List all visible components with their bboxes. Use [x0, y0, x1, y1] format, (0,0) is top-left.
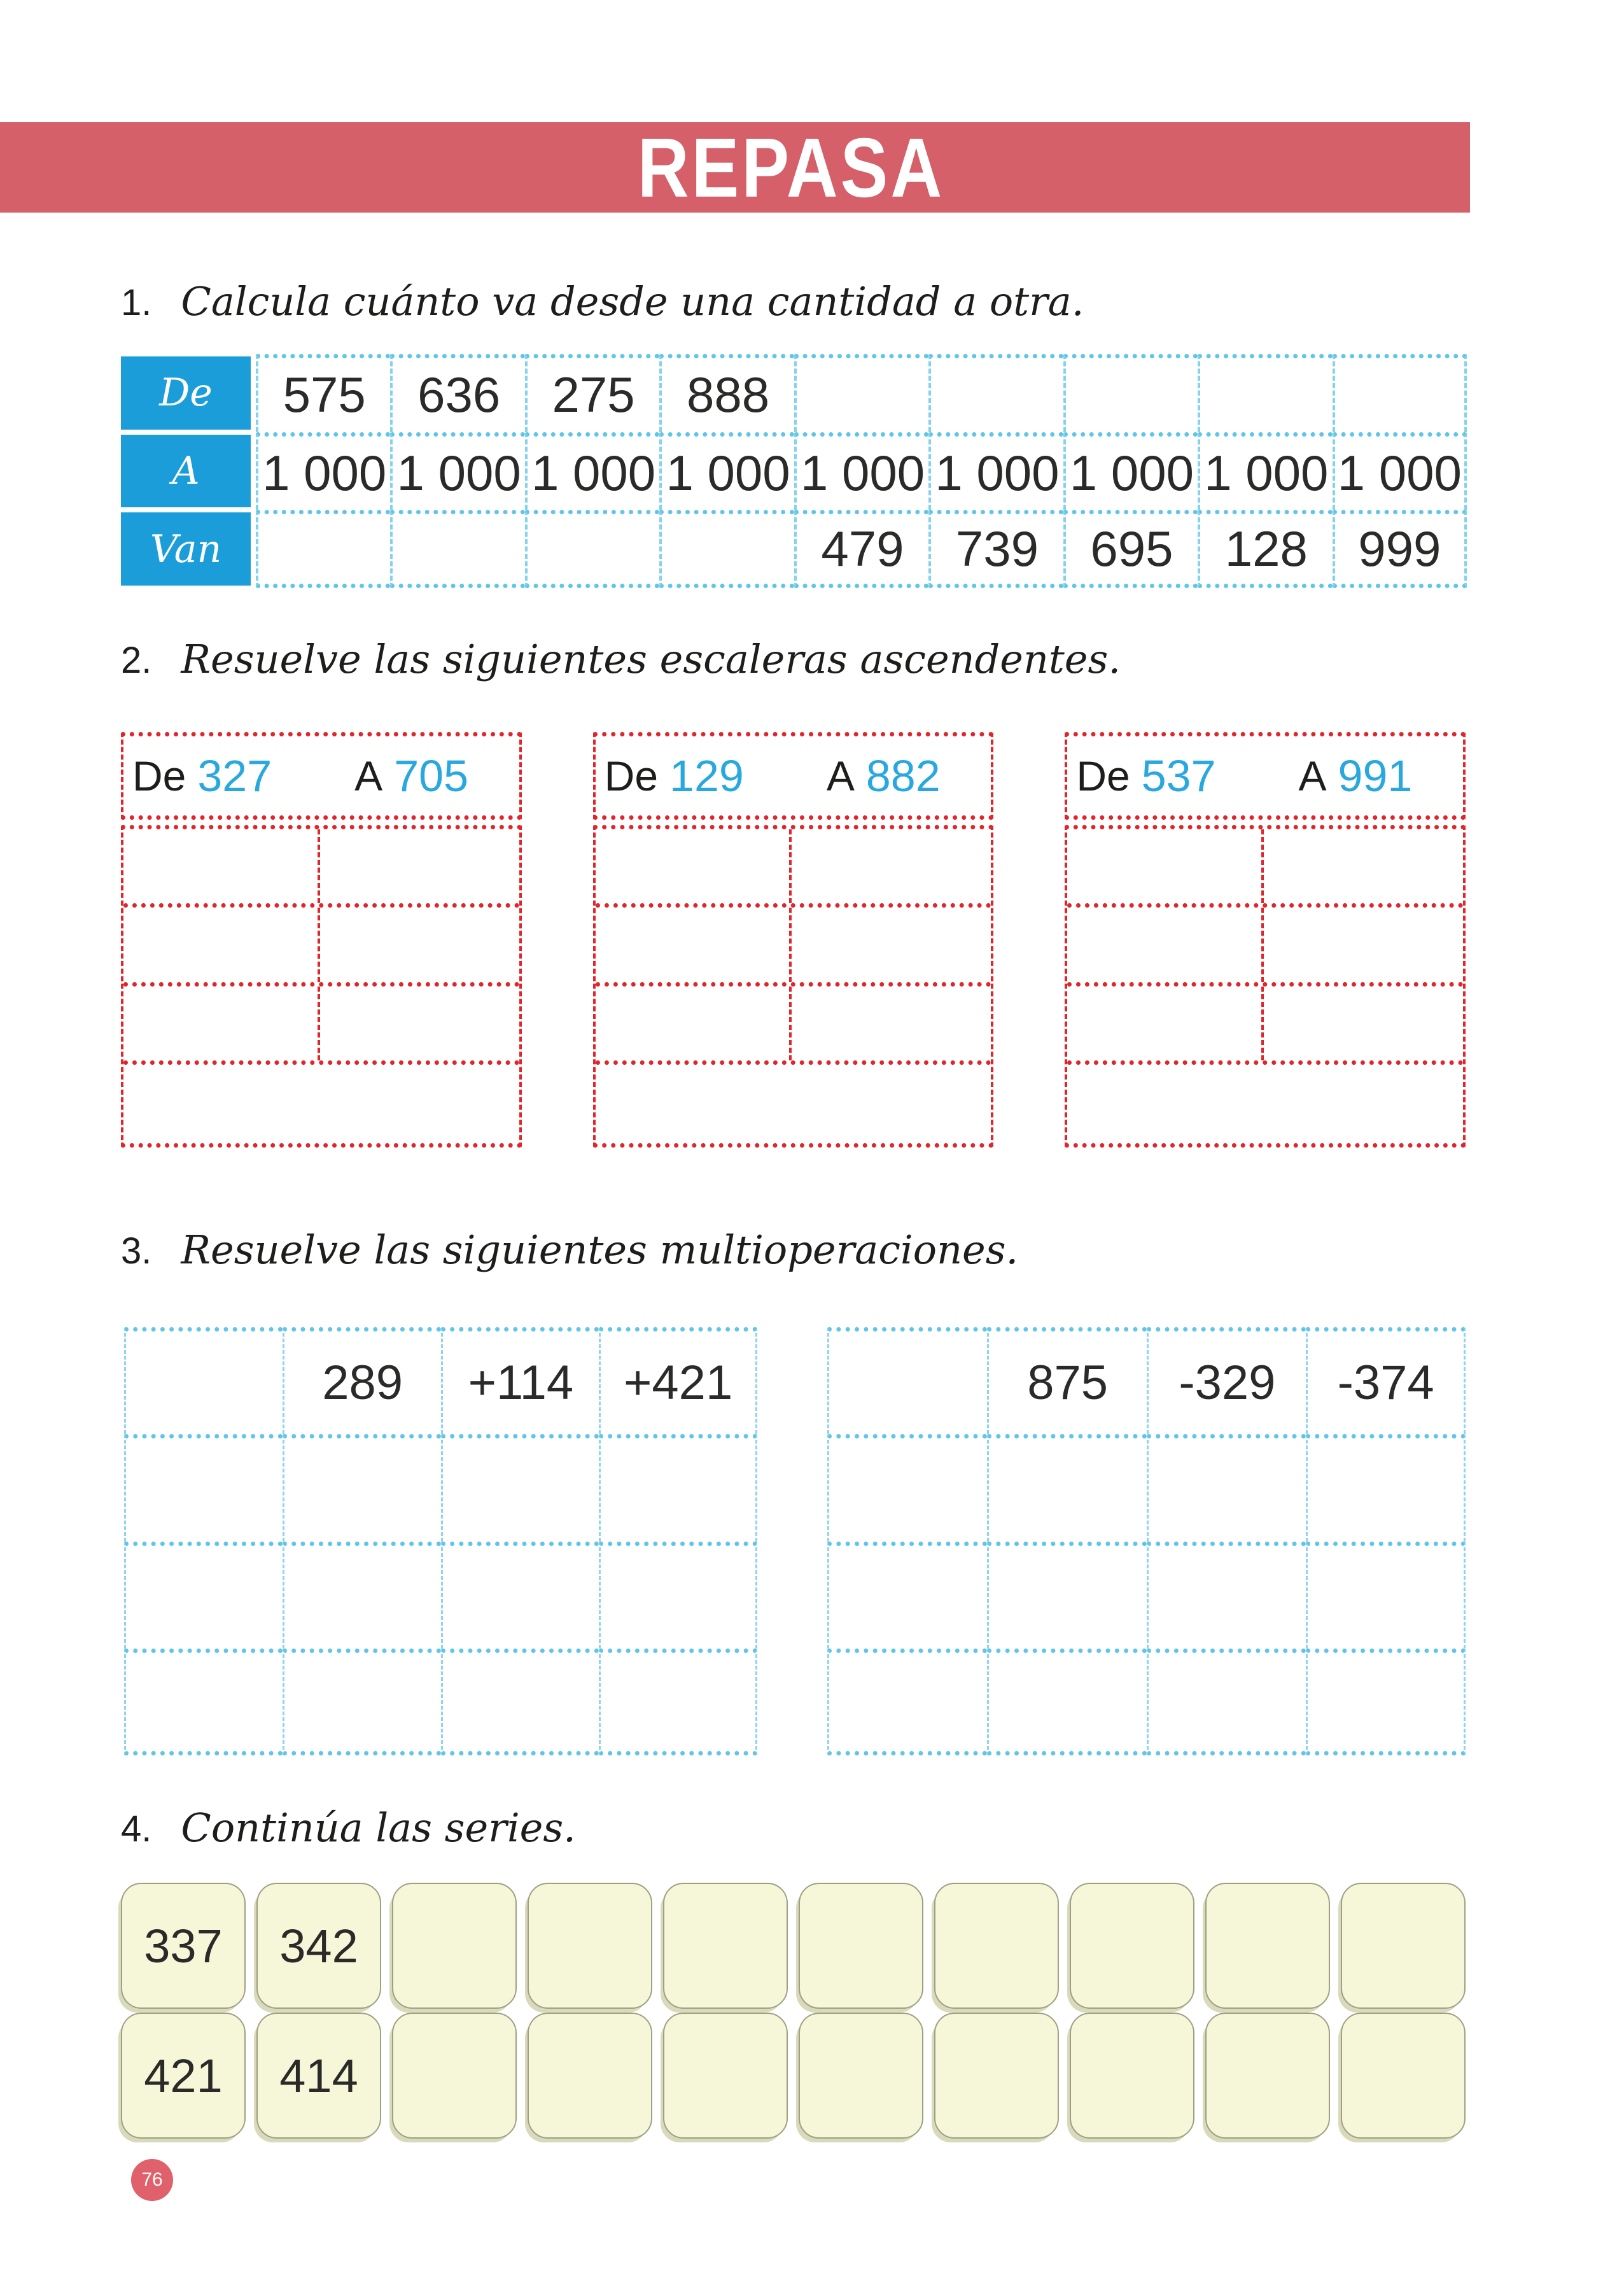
- table-cell: [441, 1649, 599, 1755]
- multioperation-table-2: [827, 1327, 1466, 1755]
- escalera-header: [593, 732, 994, 820]
- table-cell: 1 000: [794, 432, 928, 510]
- series-card: [1205, 1883, 1330, 2009]
- divider: [318, 987, 320, 1060]
- series-card: [663, 2013, 788, 2139]
- divider: [789, 908, 792, 981]
- table-cell: -374: [1306, 1327, 1466, 1434]
- escaleras-row: [121, 732, 1466, 1148]
- series-card: [934, 2013, 1059, 2139]
- series-card: [1070, 1883, 1194, 2009]
- table-cell: [1306, 1542, 1466, 1649]
- table-cell: 999: [1333, 510, 1467, 588]
- table-cell: +114: [441, 1327, 599, 1434]
- series-card: [392, 2013, 517, 2139]
- page-number: 76: [141, 2169, 163, 2190]
- de-label: De: [604, 752, 659, 799]
- table-cell: [256, 510, 390, 588]
- table-cell: [599, 1434, 757, 1541]
- escalera-header: [121, 732, 522, 820]
- page-banner: [0, 122, 1470, 213]
- table-cell: [928, 354, 1063, 432]
- exercise4-number: 4.: [121, 1808, 152, 1850]
- answer-row: [596, 987, 991, 1065]
- a-label: A: [826, 752, 855, 799]
- series-card: 421: [121, 2013, 246, 2139]
- answer-row: [123, 1065, 519, 1143]
- table-cell: 1 000: [256, 432, 390, 510]
- escalera-grid: [593, 825, 994, 1148]
- exercise3-title: Resuelve las siguientes multioperaciones.: [181, 1227, 1019, 1273]
- table-cell: [124, 1649, 283, 1755]
- divider: [789, 829, 792, 903]
- escalera-box-2: [593, 732, 994, 1148]
- table-cell: [599, 1649, 757, 1755]
- table-cell: [1147, 1434, 1306, 1541]
- table-cell: [1333, 354, 1467, 432]
- answer-row: [123, 987, 519, 1065]
- exercise4-title: Continúa las series.: [181, 1804, 576, 1851]
- exercise1-number: 1.: [121, 282, 152, 323]
- table-cell: [1306, 1434, 1466, 1541]
- table-cell: [283, 1649, 441, 1755]
- answer-row: [1067, 987, 1463, 1065]
- series-row-2: [121, 2013, 1466, 2139]
- to-value: 991: [1338, 751, 1413, 801]
- to-value: 882: [865, 751, 941, 801]
- page-banner-title: REPASA: [637, 120, 945, 214]
- multioperation-table-1: [124, 1327, 757, 1755]
- exercise2-number: 2.: [121, 640, 152, 681]
- table-cell: [1147, 1649, 1306, 1755]
- table-cell: 1 000: [1198, 432, 1332, 510]
- exercise1-table: [121, 354, 1467, 588]
- table-cell: 289: [283, 1327, 441, 1434]
- table-cell: [124, 1327, 283, 1434]
- table-cell: [441, 1434, 599, 1541]
- table-cell: [827, 1542, 987, 1649]
- a-label: A: [1298, 752, 1327, 799]
- series-card: 414: [256, 2013, 381, 2139]
- table-cell: 1 000: [525, 432, 659, 510]
- table-cell: [659, 510, 794, 588]
- a-label: A: [354, 752, 383, 799]
- series-card: 342: [256, 1883, 381, 2009]
- series-card: [799, 2013, 923, 2139]
- series-card: [1070, 2013, 1194, 2139]
- table-cell: [441, 1542, 599, 1649]
- table-cell: [794, 354, 928, 432]
- exercise2-title: Resuelve las siguientes escaleras ascendentes.: [181, 636, 1121, 682]
- series-row-1: [121, 1883, 1466, 2009]
- divider: [1261, 829, 1264, 903]
- answer-row: [123, 829, 519, 908]
- table-cell: [1306, 1649, 1466, 1755]
- series-card: [799, 1883, 923, 2009]
- table-cell: 695: [1063, 510, 1198, 588]
- divider: [789, 987, 792, 1060]
- table-cell: 128: [1198, 510, 1332, 588]
- series-card: [1341, 1883, 1466, 2009]
- table-cell: [283, 1542, 441, 1649]
- divider: [318, 829, 320, 903]
- table-cell: 888: [659, 354, 794, 432]
- table-cell: 1 000: [390, 432, 524, 510]
- exercise3-heading: [121, 1227, 1018, 1273]
- answer-row: [596, 908, 991, 986]
- table-cell: 275: [525, 354, 659, 432]
- table-cell: [283, 1434, 441, 1541]
- table-cell: 479: [794, 510, 928, 588]
- escalera-header: [1065, 732, 1466, 820]
- table-cell: [599, 1542, 757, 1649]
- exercise4-heading: [121, 1805, 576, 1851]
- from-value: 537: [1141, 751, 1216, 801]
- from-value: 129: [669, 751, 744, 801]
- table-cell: 739: [928, 510, 1063, 588]
- divider: [318, 908, 320, 981]
- series-card: [663, 1883, 788, 2009]
- exercise3-number: 3.: [121, 1230, 152, 1272]
- answer-row: [1067, 1065, 1463, 1143]
- table-cell: 1 000: [659, 432, 794, 510]
- de-label: De: [1076, 752, 1130, 799]
- table-cell: [1198, 354, 1332, 432]
- table-cell: [390, 510, 524, 588]
- exercise2-heading: [121, 636, 1121, 682]
- table-cell: [987, 1542, 1147, 1649]
- table-cell: 1 000: [1063, 432, 1198, 510]
- table-cell: [124, 1542, 283, 1649]
- table-cell: [827, 1649, 987, 1755]
- table-cell: 575: [256, 354, 390, 432]
- table-cell: [124, 1434, 283, 1541]
- de-label: De: [132, 752, 186, 799]
- table-cell: +421: [599, 1327, 757, 1434]
- escalera-box-1: [121, 732, 522, 1148]
- table-cell: [1147, 1542, 1306, 1649]
- series-card: [392, 1883, 517, 2009]
- row-label-a: A: [121, 435, 251, 508]
- divider: [1261, 908, 1264, 981]
- answer-row: [1067, 908, 1463, 986]
- answer-row: [596, 829, 991, 908]
- series-card: 337: [121, 1883, 246, 2009]
- row-label-van: Van: [121, 512, 251, 586]
- table-cell: [987, 1649, 1147, 1755]
- table-cell: [525, 510, 659, 588]
- series-card: [528, 1883, 652, 2009]
- table-cell: [827, 1434, 987, 1541]
- answer-row: [1067, 829, 1463, 908]
- exercise1-heading: [121, 279, 1084, 325]
- escalera-grid: [1065, 825, 1466, 1148]
- table-cell: [1063, 354, 1198, 432]
- page-number-badge: [131, 2159, 173, 2201]
- series-card: [1205, 2013, 1330, 2139]
- table-cell: 1 000: [1333, 432, 1467, 510]
- to-value: 705: [394, 751, 468, 801]
- table-cell: 875: [987, 1327, 1147, 1434]
- series-card: [934, 1883, 1059, 2009]
- escalera-grid: [121, 825, 522, 1148]
- series-card: [1341, 2013, 1466, 2139]
- table-cell: -329: [1147, 1327, 1306, 1434]
- table-cell: 636: [390, 354, 524, 432]
- table-cell: [987, 1434, 1147, 1541]
- answer-row: [596, 1065, 991, 1143]
- series-card: [528, 2013, 652, 2139]
- answer-row: [123, 908, 519, 986]
- row-label-de: De: [121, 356, 251, 430]
- exercise1-title: Calcula cuánto va desde una cantidad a otra.: [181, 278, 1084, 325]
- table-cell: 1 000: [928, 432, 1063, 510]
- escalera-box-3: [1065, 732, 1466, 1148]
- from-value: 327: [197, 751, 272, 801]
- divider: [1261, 987, 1264, 1060]
- table-cell: [827, 1327, 987, 1434]
